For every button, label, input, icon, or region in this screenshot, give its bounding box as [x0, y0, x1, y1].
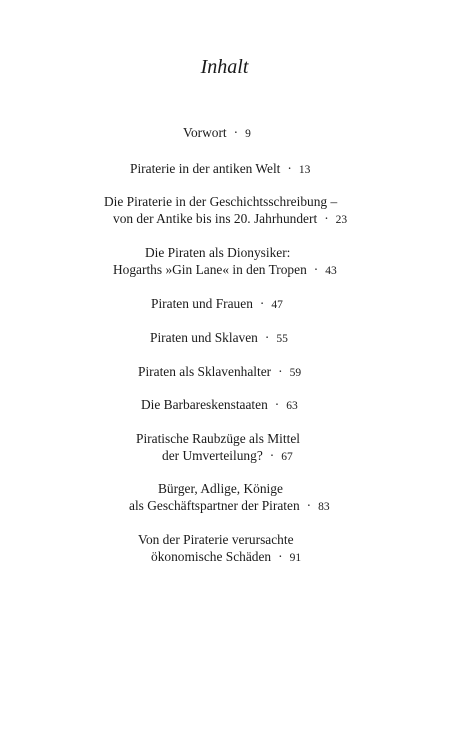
- page-number: 63: [286, 400, 298, 412]
- separator-dot: ·: [269, 448, 275, 463]
- separator-dot: ·: [324, 211, 329, 226]
- page-title: Inhalt: [200, 56, 249, 78]
- entry-title-line: von der Antike bis ins 20. Jahrhundert: [113, 211, 318, 226]
- toc-entry-frauen: [151, 296, 283, 313]
- toc-entry-umverteilung-line1: [136, 431, 300, 447]
- toc-entry-vorwort: [183, 125, 251, 142]
- toc-entry-barbareskenstaaten: [141, 397, 298, 414]
- separator-dot: ·: [278, 549, 283, 564]
- page-number: 55: [276, 333, 288, 345]
- page-number: 67: [281, 451, 293, 463]
- entry-title-line: der Umverteilung?: [162, 448, 263, 463]
- entry-title-line: Von der Piraterie verursachte: [138, 532, 294, 547]
- entry-title-line: Hogarths »Gin Lane« in den Tropen: [113, 262, 307, 277]
- entry-title-line: Piraten als Sklavenhalter: [138, 364, 272, 379]
- toc-entry-geschaeftspartner-line1: [158, 481, 283, 497]
- separator-dot: ·: [306, 498, 312, 513]
- entry-title-line: Piraterie in der antiken Welt: [130, 161, 281, 176]
- separator-dot: ·: [287, 161, 292, 176]
- toc-entry-umverteilung-line2: [162, 448, 293, 465]
- entry-title-line: Die Piraten als Dionysiker:: [145, 245, 291, 260]
- page-number: 13: [298, 164, 311, 176]
- toc-entry-dionysiker-line1: [145, 245, 290, 261]
- entry-title-line: Vorwort: [183, 125, 227, 140]
- toc-entry-geschaeftspartner-line2: [129, 498, 330, 515]
- page-number: 23: [335, 214, 348, 226]
- page-number: 47: [271, 299, 283, 311]
- toc-entry-dionysiker-line2: [113, 262, 337, 279]
- entry-title-line: als Geschäftspartner der Piraten: [129, 498, 300, 513]
- page-number: 59: [289, 367, 302, 379]
- toc-entry-geschichtsschreibung-line2: [113, 211, 347, 228]
- entry-title-line: Piraten und Sklaven: [150, 330, 258, 345]
- toc-entry-antike-welt: [130, 161, 310, 178]
- toc-entry-geschichtsschreibung-line1: [104, 194, 337, 210]
- separator-dot: ·: [259, 296, 265, 311]
- entry-title-line: ökonomische Schäden: [151, 549, 272, 564]
- page-number: 9: [245, 128, 251, 140]
- separator-dot: ·: [264, 330, 270, 345]
- page-number: 91: [289, 552, 302, 564]
- separator-dot: ·: [233, 125, 239, 140]
- entry-title-line: Die Barbareskenstaaten: [141, 397, 268, 412]
- entry-title-line: Piraten und Frauen: [151, 296, 253, 311]
- toc-entry-schaeden-line1: [138, 532, 294, 548]
- entry-title-line: Piratische Raubzüge als Mittel: [136, 431, 300, 446]
- separator-dot: ·: [278, 364, 283, 379]
- separator-dot: ·: [313, 262, 319, 277]
- entry-title-line: Die Piraterie in der Geschichtsschreibung –: [104, 194, 338, 209]
- entry-title-line: Bürger, Adlige, Könige: [158, 481, 283, 496]
- toc-entry-sklaven: [150, 330, 288, 347]
- page-number: 83: [318, 501, 330, 513]
- toc-entry-schaeden-line2: [151, 549, 301, 566]
- page-number: 43: [325, 265, 337, 277]
- toc-entry-sklavenhalter: [138, 364, 301, 381]
- separator-dot: ·: [274, 397, 280, 412]
